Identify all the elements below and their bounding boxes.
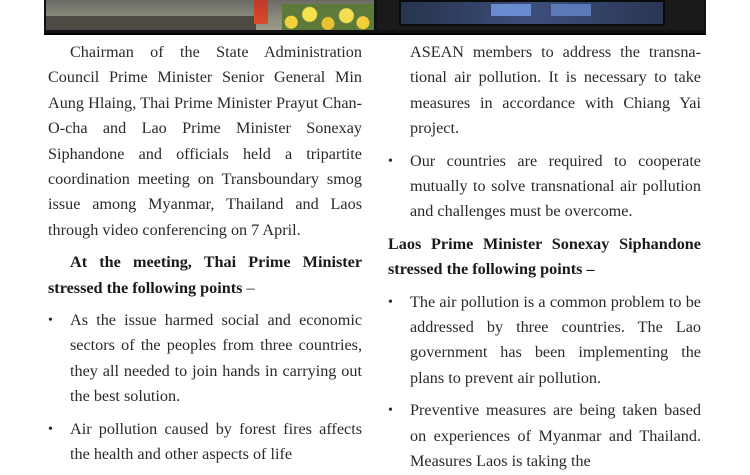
right-column — [388, 40, 701, 475]
bullet-icon: • — [388, 294, 393, 310]
flower-arrangement — [282, 4, 374, 30]
list-item — [388, 149, 701, 225]
list-item-text: As the issue harmed social and economic sectors of the peoples from three countries, they all needed to join hands in carrying out the best solution. — [70, 311, 362, 406]
bullet-icon: • — [48, 421, 53, 437]
thai-pm-heading-dash: – — [242, 278, 255, 297]
bullet-icon: • — [388, 403, 393, 419]
bullet-icon: • — [388, 153, 393, 169]
flag-shape — [254, 0, 268, 24]
thai-points-continued-list — [388, 149, 701, 225]
lao-pm-heading: Laos Prime Minister Sonexay Siphandone stressed the following points – — [388, 234, 701, 279]
list-item-text: Air pollution caused by forest fires affects the health and other aspects of life — [70, 419, 362, 464]
bullet-icon: • — [48, 313, 53, 329]
list-item-text: The air pollution is a common problem to be addressed by three countries. The Lao government has been implementing the plans to prevent air pollution. — [410, 292, 701, 387]
thai-points-list — [48, 308, 362, 467]
list-item — [388, 290, 701, 392]
list-item-text: Preventive measures are being taken based on experiences of Myanmar and Thailand. Measures Laos is taking the — [410, 401, 701, 471]
list-item — [48, 308, 362, 410]
left-column — [48, 40, 362, 468]
conference-screen — [399, 0, 665, 26]
list-item — [388, 398, 701, 474]
thai-pm-heading — [48, 250, 362, 301]
video-conference-screen-photo — [377, 0, 704, 30]
intro-paragraph: Chairman of the State Administration Council Prime Minister Senior General Min Aung Hlaing, Thai Prime Minister Prayut Chan-O-cha and Lao Prime Minister Sonexay Siphandone and officials held a tripartite coordination meeting on Transboundary smog issue among Myanmar, Thailand and Laos through video conferencing on 7 April. — [48, 43, 362, 239]
meeting-room-photo — [46, 0, 374, 30]
thai-pm-heading-text: At the meeting, Thai Prime Minister stressed the following points — [48, 253, 362, 297]
desk-shape — [46, 16, 256, 30]
lao-points-list — [388, 290, 701, 475]
continued-paragraph: ASEAN members to address the transnational air pollution. It is necessary to take measures in accordance with Chiang Yai project. — [410, 43, 701, 138]
list-item-text: Our countries are required to cooperate mutually to solve transnational air pollution and challenges must be overcome. — [410, 151, 701, 221]
photo-strip — [44, 0, 706, 35]
